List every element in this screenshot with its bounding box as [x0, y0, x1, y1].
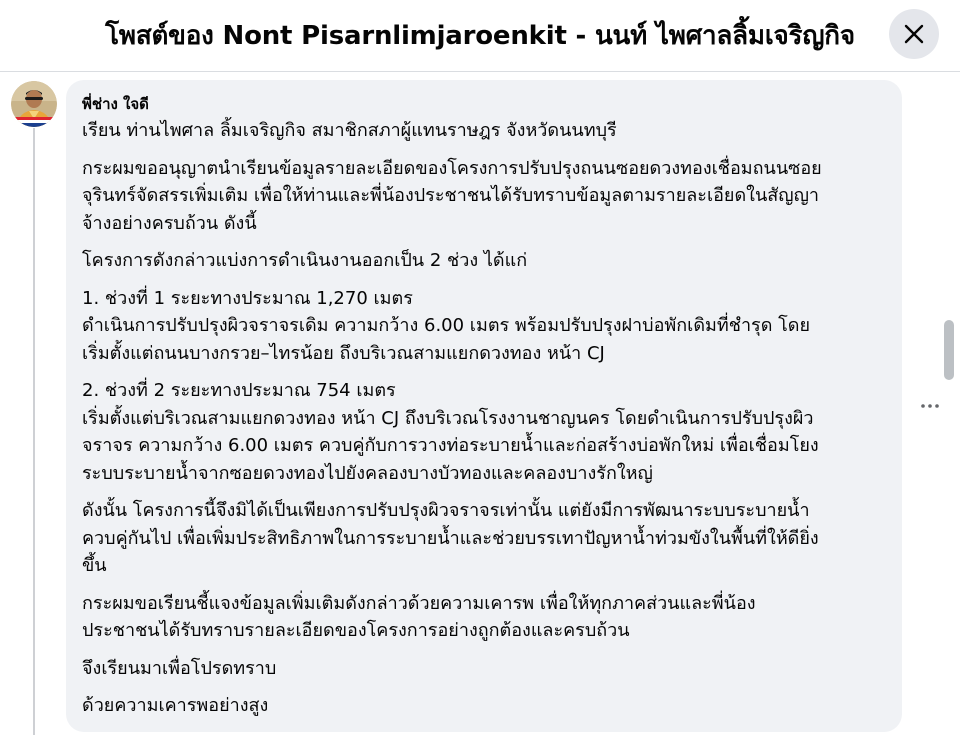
comment-paragraph: กระผมขออนุญาตนำเรียนข้อมูลรายละเอียดของโครงการปรับปรุงถนนซอยดวงทองเชื่อมถนนซอย จุรินทร์จัดสรรเพิ่มเติม เพื่อให้ท่านและพี่น้องประชาชนได้รับทราบข้อมูลตามรายละเอียดในสัญญา จ้างอย่างครบถ้วน ดังนี้ — [82, 157, 822, 234]
comment-author-name[interactable]: พี่ช่าง ใจดี — [82, 95, 149, 113]
avatar[interactable] — [11, 81, 57, 127]
comment-paragraph: ด้วยความเคารพอย่างสูง — [82, 695, 269, 716]
comment-paragraph: 2. ช่วงที่ 2 ระยะทางประมาณ 754 เมตร เริ่มตั้งแต่บริเวณสามแยกดวงทอง หน้า CJ ถึงบริเวณโรงงานชาญนคร โดยดำเนินการปรับปรุงผิว จราจร ความกว้าง 6.00 เมตร ควบคู่กับการวางท่อระบายน้ำและก่อสร้างบ่อพักใหม่ เพื่อเชื่อมโยง ระบบระบายน้ำจากซอยดวงทองไปยังคลองบางบัวทองและคลองบางรักใหญ่ — [82, 380, 819, 484]
comment-paragraph: 1. ช่วงที่ 1 ระยะทางประมาณ 1,270 เมตร ดำเนินการปรับปรุงผิวจราจรเดิม ความกว้าง 6.00 เมตร พร้อมปรับปรุงฝาบ่อพักเดิมที่ชำรุด โดย เริ่มตั้งแต่ถนนบางกรวย–ไทรน้อย ถึงบริเวณสามแยกดวงทอง หน้า CJ — [82, 287, 811, 364]
scrollbar-track[interactable] — [941, 73, 957, 735]
comment-paragraph: จึงเรียนมาเพื่อโปรดทราบ — [82, 657, 277, 679]
comment-paragraph: ดังนั้น โครงการนี้จึงมิได้เป็นเพียงการปรับปรุงผิวจราจรเท่านั้น แต่ยังมีการพัฒนาระบบระบายน้ำ ควบคู่กันไป เพื่อเพิ่มประสิทธิภาพในการระบายน้ำและช่วยบรรเทาปัญหาน้ำท่วมขังในพื้นที่ให้ดียิ่ง ขึ้น — [82, 500, 819, 576]
close-icon — [903, 23, 925, 45]
comment-paragraph: กระผมขอเรียนชี้แจงข้อมูลเพิ่มเติมดังกล่าวด้วยความเคารพ เพื่อให้ทุกภาคส่วนและพี่น้อง ประชาชนได้รับทราบรายละเอียดของโครงการอย่างถูกต้องและครบถ้วน — [82, 592, 756, 641]
comment-text — [82, 117, 894, 730]
comment-options-button[interactable] — [916, 394, 944, 418]
more-horizontal-icon — [920, 403, 940, 409]
reply-thread-line — [33, 128, 35, 735]
comment-paragraph: เรียน ท่านไพศาล ลิ้มเจริญกิจ สมาชิกสภาผู้แทนราษฎร จังหวัดนนทบุรี — [82, 120, 617, 141]
comment-paragraph: โครงการดังกล่าวแบ่งการดำเนินงานออกเป็น 2 ช่วง ได้แก่ — [82, 250, 528, 271]
dialog-title: โพสต์ของ Nont Pisarnlimjaroenkit - นนท์ ไพศาลลิ้มเจริญกิจ — [105, 21, 855, 51]
dialog-header — [0, 0, 960, 72]
scrollbar-thumb[interactable] — [944, 320, 954, 380]
close-button[interactable] — [889, 9, 939, 59]
